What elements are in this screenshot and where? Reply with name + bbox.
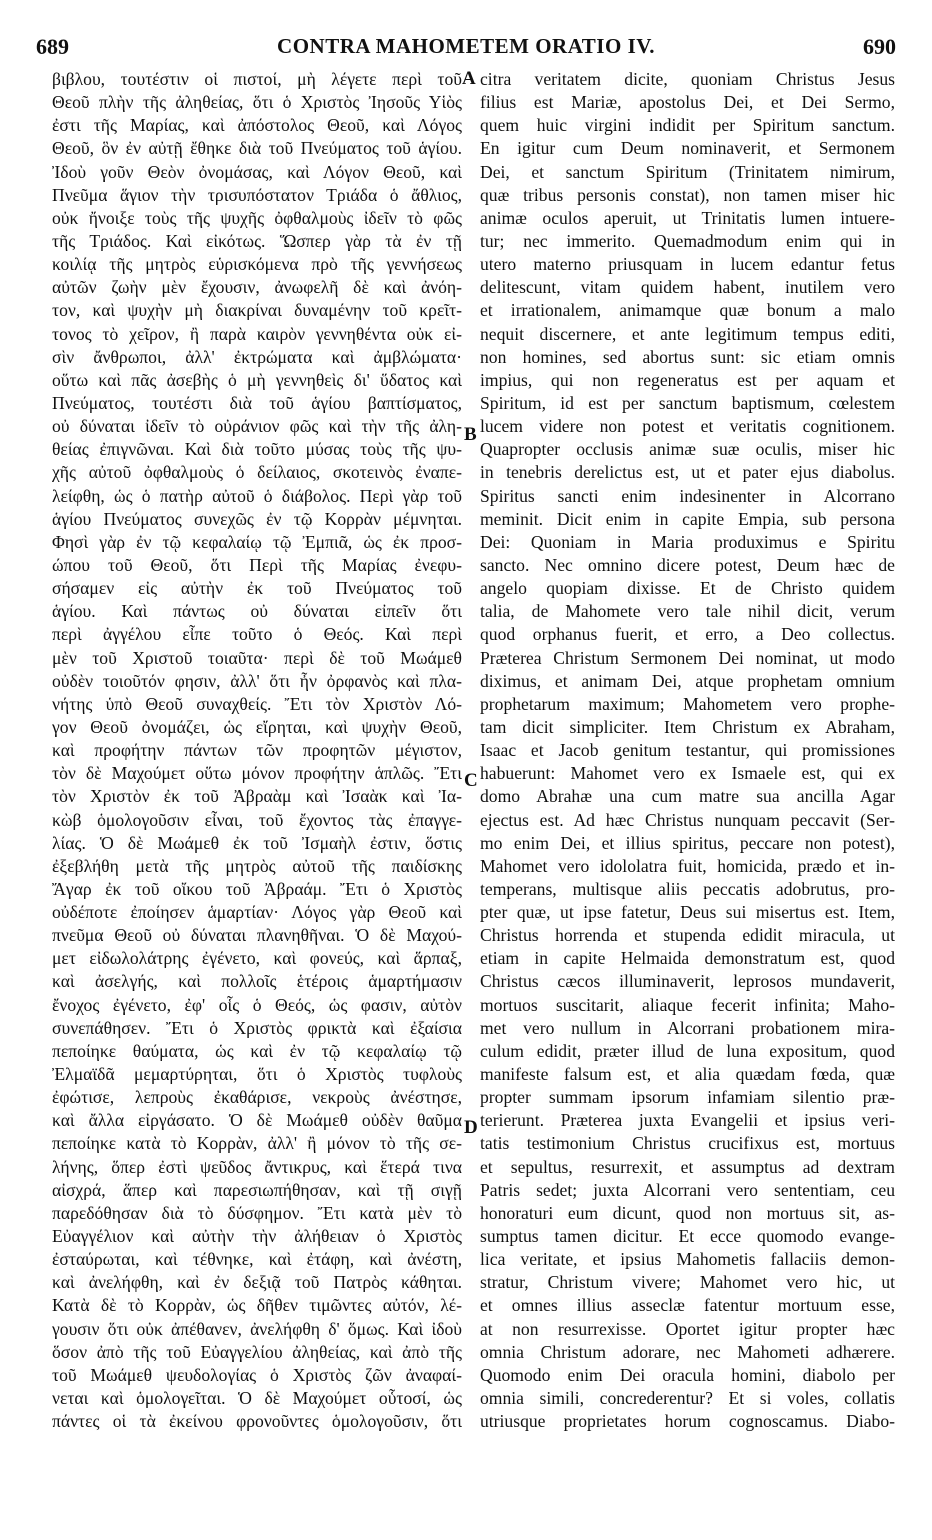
greek-text-line: ἔνοχος ἐγένετο, ἐφ' οἷς ὁ Θεός, ὡς φασιν, αὐτὸν — [52, 994, 462, 1015]
latin-text-line: honoraturi eum dicunt, quod non mortuus sit, as- — [480, 1202, 895, 1223]
greek-text-line: οὐδέποτε ἐποίησεν ἁμαρτίαν· Λόγος γὰρ Θεοῦ καὶ — [52, 902, 462, 923]
greek-text-line: τὸν Χριστὸν ἐκ τοῦ Ἀβραὰμ καὶ Ἰσαὰκ καὶ Ἰα- — [52, 786, 462, 807]
greek-text-line: σὶν ἄνθρωποι, ἀλλ' ἐκτρώματα καὶ ἀμβλώματα· — [52, 346, 462, 367]
greek-text-line: ὅσον ἀπὸ τῆς τοῦ Εὐαγγελίου ἀληθείας, καὶ ἀπὸ τῆς — [52, 1341, 462, 1362]
latin-text-line: et irrationalem, animamque quæ bonum a malo — [480, 300, 895, 321]
greek-text-line: ἐστι τῆς Μαρίας, καὶ ἀπόστολος Θεοῦ, καὶ Λόγος — [52, 115, 462, 136]
latin-text-line: et sepultus, resurrexit, et assumptus ad dextram — [480, 1156, 895, 1177]
greek-text-line: πεποίηκε κατὰ τὸ Κορρὰν, ἀλλ' ἢ μόνον τὸ τῆς σε- — [52, 1133, 462, 1154]
greek-text-line: πεποίηκε θαύματα, ὡς καὶ ἐν τῷ κεφαλαίῳ τῷ — [52, 1040, 462, 1061]
latin-text-line: En igitur cum Deum nominaverit, et Sermonem — [480, 138, 895, 159]
latin-text-line: Spiritum, id est per sanctum baptismum, cœlestem — [480, 392, 895, 413]
latin-text-line: nequit discernere, et ante legitimum tempus editi, — [480, 323, 895, 344]
latin-text-line: habuerunt: Mahomet vero ex Ismaele est, qui ex — [480, 763, 895, 784]
greek-text-line: αἰσχρά, ἅπερ καὶ παρεσιωπήθησαν, καὶ τῇ σιγῇ — [52, 1179, 462, 1200]
latin-text-line: culum edidit, præter illud de luna expositum, quod — [480, 1040, 895, 1061]
latin-text-line: omnia Christum adorare, nec Mahometi adhærere. — [480, 1341, 895, 1362]
latin-text-line: Præterea Christum Sermonem Dei nominat, ut modo — [480, 647, 895, 668]
greek-text-line: τῆς Τριάδος. Καὶ εἰκότως. Ὥσπερ γὰρ τὰ ἐν τῇ — [52, 230, 462, 251]
latin-text-line: met vero nullum in Alcorrani probationem mira- — [480, 1017, 895, 1038]
latin-text-line: angelo quopiam dixisse. Et de Christo quidem — [480, 578, 895, 599]
latin-text-line: diximus, et animam Dei, atque prophetam omnium — [480, 670, 895, 691]
greek-text-line: Ἄγαρ ἐκ τοῦ οἴκου τοῦ Ἀβραάμ. Ἔτι ὁ Χριστὸς — [52, 878, 462, 899]
greek-text-line: μὲν τοῦ Χριστοῦ τοιαῦτα· περὶ δὲ τοῦ Μωάμεθ — [52, 647, 462, 668]
latin-text-line: filius est Mariæ, apostolus Dei, et Dei Sermo, — [480, 92, 895, 113]
greek-text-line: γον Θεοῦ ὀνομάζει, ὡς εἴρηται, καὶ ψυχὴν Θεοῦ, — [52, 716, 462, 737]
latin-text-line: animæ oculos aperuit, ut Trinitatis lumen intuere- — [480, 207, 895, 228]
greek-text-line: μετ εἰδωλολάτρης ἐγένετο, καὶ φονεύς, καὶ ἅρπαξ, — [52, 948, 462, 969]
greek-text-line: Πνεῦμα ἅγιον τὴν τρισυπόστατον Τριάδα ὁ ἄθλιος, — [52, 184, 462, 205]
latin-text-line: Quapropter occlusis animæ suæ oculis, miser hic — [480, 439, 895, 460]
greek-text-line: νήτης ὑπὸ Θεοῦ συναχθείς. Ἔτι τὸν Χριστὸν Λό- — [52, 693, 462, 714]
latin-text-line: Spiritus sancti enim indesinenter in Alcorrano — [480, 485, 895, 506]
latin-text-line: Isaac et Jacob genitum testantur, qui promissiones — [480, 740, 895, 761]
latin-text-line: delitescunt, vitam quidem habent, inutilem vero — [480, 277, 895, 298]
greek-text-line: καὶ ἀνελήφθη, καὶ ἐν δεξιᾷ τοῦ Πατρὸς κάθηται. — [52, 1272, 462, 1293]
latin-text-line: ejectus est. Ad hæc Christus nunquam peccavit (Ser- — [480, 809, 895, 830]
latin-text-line: in tenebris derelictus est, ut et pater ejus diabolus. — [480, 462, 895, 483]
latin-text-line: tatis testimonium Christus crucifixus est, mortuus — [480, 1133, 895, 1154]
greek-text-line: κὼβ ὁμολογοῦσιν εἶναι, τοῦ ἔχοντος τὰς ἐπαγγε- — [52, 809, 462, 830]
latin-text-line: propter summam ipsorum infamiam silentio præ- — [480, 1087, 895, 1108]
latin-text-line: lucem videre non potest et veritatis cognitionem. — [480, 416, 895, 437]
latin-text-line: quem huic virgini indidit per Spiritum sanctum. — [480, 115, 895, 136]
greek-text-line: οὐδὲν τοιοῦτόν φησιν, ἀλλ' ὅτι ἦν ὀρφανὸς καὶ πλα- — [52, 670, 462, 691]
greek-text-line: ἁγίου Πνεύματος συνεχῶς ἐν τῷ Κορρὰν μέμνηται. — [52, 508, 462, 529]
latin-text-line: stratur, Christum vivere; Mahomet vero hic, ut — [480, 1272, 895, 1293]
latin-text-line: omnia simili, concrederentur? Et si voles, collatis — [480, 1388, 895, 1409]
greek-text-line: οὐ δύναται ἰδεῖν τὸ οὐράνιον φῶς καὶ τὴν τῆς ἀλη- — [52, 416, 462, 437]
latin-text-line: terierunt. Præterea juxta Evangelii et ipsius veri- — [480, 1110, 895, 1131]
latin-text-line: meminit. Dicit enim in capite Empia, sub persona — [480, 508, 895, 529]
page-number-right: 690 — [863, 34, 896, 59]
greek-text-line: Πνεύματος, τουτέστι διὰ τοῦ ἁγίου βαπτίσματος, — [52, 392, 462, 413]
latin-text-line: sancto. Nec omnino dicere potest, Deum hæc de — [480, 554, 895, 575]
latin-text-line: sumptus tamen dicitur. Et ecce quomodo evange- — [480, 1226, 895, 1247]
latin-text-line: Christus horrenda et stupenda edidit miracula, ut — [480, 925, 895, 946]
greek-text-line: ώπου τοῦ Θεοῦ, ὅτι Περὶ τῆς Μαρίας ἐνεφυ- — [52, 554, 462, 575]
latin-text-line: tur; nec immerito. Quemadmodum enim qui in — [480, 230, 895, 251]
margin-marker-d: D — [464, 1117, 478, 1138]
latin-text-line: mortuos suscitarit, aliaque fecerit infinita; Maho- — [480, 994, 895, 1015]
latin-text-line: etiam in capite Helmaida demonstratum est, quod — [480, 948, 895, 969]
greek-text-line: τον, καὶ ψυχὴν μὴ διακρίναι δυναμένην τοῦ κρεῖτ- — [52, 300, 462, 321]
latin-text-line: quæ tribus personis constat), non tamen miser hic — [480, 184, 895, 205]
greek-text-line: γουσιν ὅτι οὐκ ἀπέθανεν, ἀνελήφθη δ' ὅμως. Καὶ ἰδοὺ — [52, 1318, 462, 1339]
latin-text-line: Mahomet vero idololatra fuit, homicida, prædo et in- — [480, 855, 895, 876]
latin-text-line: tam dicit simpliciter. Item Christum ex Abraham, — [480, 716, 895, 737]
page-header — [36, 34, 896, 60]
greek-text-line: κοιλίᾳ τῆς μητρὸς εὑρισκόμενα πρὸ τῆς γεννήσεως — [52, 254, 462, 275]
greek-text-line: οὐκ ἤνοιξε τοὺς τῆς ψυχῆς ὀφθαλμοὺς ἰδεῖν τὸ φῶς — [52, 207, 462, 228]
page-number-left: 689 — [36, 34, 69, 59]
latin-text-line: talia, de Mahomete vero tale nihil dicit, verum — [480, 601, 895, 622]
greek-text-line: βιβλου, τουτέστιν οἱ πιστοί, μὴ λέγετε περὶ τοῦ — [52, 69, 462, 89]
latin-text-line: manifeste falsum est, et alia quædam fœda, quæ — [480, 1064, 895, 1085]
greek-text-line: καὶ προφήτην πάντων τῶν προφητῶν μέγιστον, — [52, 740, 462, 761]
greek-text-line: ἐξεβλήθη μετὰ τῆς μητρὸς αὐτοῦ τῆς παιδίσκης — [52, 855, 462, 876]
greek-text-line: Φησὶ γὰρ ἐν τῷ κεφαλαίῳ τῷ Ἐμπιᾶ, ὡς ἐκ προσ- — [52, 531, 462, 552]
latin-text-line: utriusque proprietates horum cognoscamus. Diabo- — [480, 1411, 895, 1432]
latin-text-line: pter quæ, ut ipse fatetur, Deus sui misertus est. Item, — [480, 902, 895, 923]
greek-text-line: λείφθη, ὡς ὁ πατὴρ αὐτοῦ ὁ διάβολος. Περὶ γὰρ τοῦ — [52, 485, 462, 506]
greek-text-line: αὐτῶν ζωὴν μὲν ἔχουσιν, ἀνωφελῆ δὲ καὶ ἀνόη- — [52, 277, 462, 298]
latin-text-line: quod orphanus fuerit, et erro, a Deo collectus. — [480, 624, 895, 645]
greek-text-line: πάντες οἱ τὰ ἐκείνου φρονοῦντες ὁμολογοῦσιν, ὅτι — [52, 1411, 462, 1432]
greek-text-line: Ἐλμαϊδᾶ μεμαρτύρηται, ὅτι ὁ Χριστὸς τυφλοὺς — [52, 1064, 462, 1085]
latin-text-line: citra veritatem dicite, quoniam Christus Jesus — [480, 69, 895, 89]
latin-text-line: mo enim Dei, et illius spiritus, peccare non potest), — [480, 832, 895, 853]
margin-marker-a: A — [462, 68, 476, 89]
greek-text-line: παρεδόθησαν διὰ τὸ δύσφημον. Ἔτι κατὰ μὲν τὸ — [52, 1202, 462, 1223]
greek-text-line: χῆς αὐτοῦ ὀφθαλμοὺς ὁ δείλαιος, σκοτεινὸς ἐναπε- — [52, 462, 462, 483]
greek-text-line: ἐφώτισε, λεπροὺς ἐκαθάρισε, νεκροὺς ἀνέστησε, — [52, 1087, 462, 1108]
greek-text-line: Ἰδοὺ γοῦν Θεὸν ὀνομάσας, καὶ Λόγον Θεοῦ, καὶ — [52, 161, 462, 182]
greek-text-line: ἁγίου. Καὶ πάντως οὐ δύναται εἰπεῖν ὅτι — [52, 601, 462, 622]
greek-text-line: Κατὰ δὲ τὸ Κορρὰν, ὡς δῆθεν τιμῶντες αὐτόν, λέ- — [52, 1295, 462, 1316]
greek-text-line: νεται καὶ ὁμολογεῖται. Ὁ δὲ Μαχούμετ οὗτοσί, ὡς — [52, 1388, 462, 1409]
latin-text-line: temperans, multisque aliis peccatis adobrutus, pro- — [480, 878, 895, 899]
latin-text-line: at non resurrexisse. Oportet igitur propter hæc — [480, 1318, 895, 1339]
latin-text-line: utero materno priusquam in lucem edantur fetus — [480, 254, 895, 275]
greek-text-line: περὶ ἀγγέλου εἶπε τοῦτο ὁ Θεός. Καὶ περὶ — [52, 624, 462, 645]
margin-marker-c: C — [464, 770, 478, 791]
greek-text-line: οὕτω καὶ πᾶς ἀσεβὴς ὁ μὴ γεννηθεὶς δι' ὕδατος καὶ — [52, 369, 462, 390]
greek-text-line: Θεοῦ, ὃν ἐν αὐτῇ ἔθηκε διὰ τοῦ Πνεύματος τοῦ ἁγίου. — [52, 138, 462, 159]
greek-text-column — [52, 68, 462, 1433]
latin-text-line: et omnes illius asseclæ fatentur mortuum esse, — [480, 1295, 895, 1316]
margin-marker-b: B — [464, 424, 477, 445]
latin-text-line: prophetarum maximum; Mahometem vero prophe- — [480, 693, 895, 714]
latin-text-line: non homines, sed abortus sunt: sic etiam omnis — [480, 346, 895, 367]
running-title: CONTRA MAHOMETEM ORATIO IV. — [277, 34, 655, 58]
greek-text-line: Εὐαγγέλιον καὶ αὐτὴν τὴν ἀλήθειαν ὁ Χριστὸς — [52, 1226, 462, 1247]
latin-text-line: Dei, et sanctum Spiritum (Trinitatem nimirum, — [480, 161, 895, 182]
latin-text-line: domo Abrahæ una cum matre sua ancilla Agar — [480, 786, 895, 807]
greek-text-line: θείας ἐπιγνῶναι. Καὶ διὰ τοῦτο μύσας τοὺς τῆς ψυ- — [52, 439, 462, 460]
greek-text-line: συνεπάθησεν. Ἔτι ὁ Χριστὸς φρικτὰ καὶ ἐξαίσια — [52, 1017, 462, 1038]
latin-text-line: impius, qui non regeneratus est per aquam et — [480, 369, 895, 390]
greek-text-line: τονος τὸ χεῖρον, ἢ παρὰ καιρὸν γεννηθέντα οὐκ εἰ- — [52, 323, 462, 344]
latin-text-line: Quomodo enim Dei oracula homini, diabolo per — [480, 1364, 895, 1385]
latin-text-line: lica veritate, et ipsius Mahometis fallaciis demon- — [480, 1249, 895, 1270]
latin-text-line: Christus cæcos illuminaverit, leprosos mundaverit, — [480, 971, 895, 992]
greek-text-line: τὸν δὲ Μαχούμετ οὕτω μόνον προφήτην ἁπλῶς. Ἔτι — [52, 763, 462, 784]
greek-text-line: σήσαμεν εἰς αὐτὴν ἐκ τοῦ Πνεύματος τοῦ — [52, 578, 462, 599]
greek-text-line: καὶ ἄλλα εἰργάσατο. Ὁ δὲ Μωάμεθ οὐδὲν θαῦμα — [52, 1110, 462, 1131]
greek-text-line: λίας. Ὁ δὲ Μωάμεθ ἐκ τοῦ Ἰσμαὴλ ἐστιν, ὅστις — [52, 832, 462, 853]
latin-text-column — [480, 68, 895, 1433]
greek-text-line: ἐσταύρωται, καὶ τέθνηκε, καὶ ἐτάφη, καὶ ἀνέστη, — [52, 1249, 462, 1270]
greek-text-line: Θεοῦ πλὴν τῆς ἀληθείας, ὅτι ὁ Χριστὸς Ἰησοῦς Υἱὸς — [52, 92, 462, 113]
greek-text-line: πνεῦμα Θεοῦ οὐ δύναται πλανηθῆναι. Ὁ δὲ Μαχού- — [52, 925, 462, 946]
greek-text-line: καὶ ἀσελγής, καὶ πολλοῖς ἑτέροις ἁμαρτήμασιν — [52, 971, 462, 992]
latin-text-line: Patris sedet; juxta Alcorrani vero sententiam, ceu — [480, 1179, 895, 1200]
greek-text-line: τοῦ Μωάμεθ ψευδολογίας ὁ Χριστὸς ζῶν ἀναφαί- — [52, 1364, 462, 1385]
latin-text-line: Dei: Quoniam in Maria produximus e Spiritu — [480, 531, 895, 552]
greek-text-line: λήνης, ὅπερ ἐστὶ ψεῦδος ἄντικρυς, καὶ ἕτερά τινα — [52, 1156, 462, 1177]
